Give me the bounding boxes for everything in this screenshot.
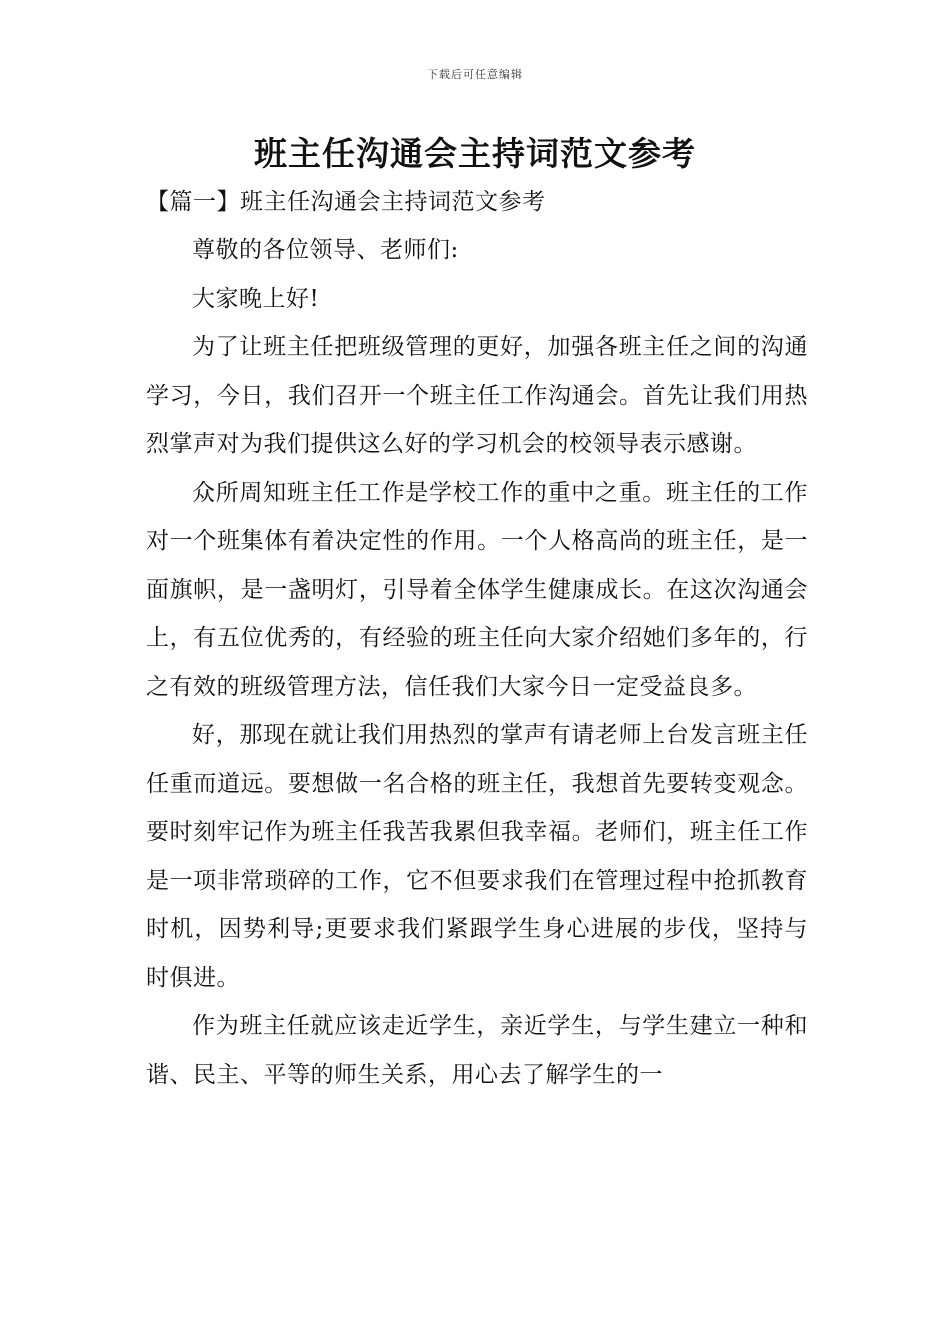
paragraph-salutation: 大家晚上好! <box>192 285 320 312</box>
paragraph-greeting: 尊敬的各位领导、老师们: <box>192 237 459 263</box>
paragraph-1: 为了让班主任把班级管理的更好，加强各班主任之间的沟通学习，今日，我们召开一个班主任工作沟通会。首先让我们用热烈掌声对为我们提供这么好的学习机会的校领导表示感谢。 <box>146 334 808 457</box>
document-title: 班主任沟通会主持词范文参考 <box>254 134 696 173</box>
body-text <box>146 226 808 1099</box>
header-note: 下载后可任意编辑 <box>427 68 523 81</box>
paragraph-4: 作为班主任就应该走近学生，亲近学生，与学生建立一种和谐、民主、平等的师生关系，用心去了解学生的一 <box>146 1013 808 1088</box>
paragraph-3: 好，那现在就让我们用热烈的掌声有请老师上台发言班主任任重而道远。要想做一名合格的班主任，我想首先要转变观念。要时刻牢记作为班主任我苦我累但我幸福。老师们，班主任工作是一项非常琐碎的工作，它不但要求我们在管理过程中抢抓教育时机，因势利导;更要求我们紧跟学生身心进展的步伐，坚持与时俱进。 <box>146 722 808 991</box>
paragraph-2: 众所周知班主任工作是学校工作的重中之重。班主任的工作对一个班集体有着决定性的作用。一个人格高尚的班主任，是一面旗帜，是一盏明灯，引导着全体学生健康成长。在这次沟通会上，有五位优秀的，有经验的班主任向大家介绍她们多年的，行之有效的班级管理方法，信任我们大家今日一定受益良多。 <box>146 479 808 700</box>
section-heading: 【篇一】班主任沟通会主持词范文参考 <box>146 189 546 215</box>
